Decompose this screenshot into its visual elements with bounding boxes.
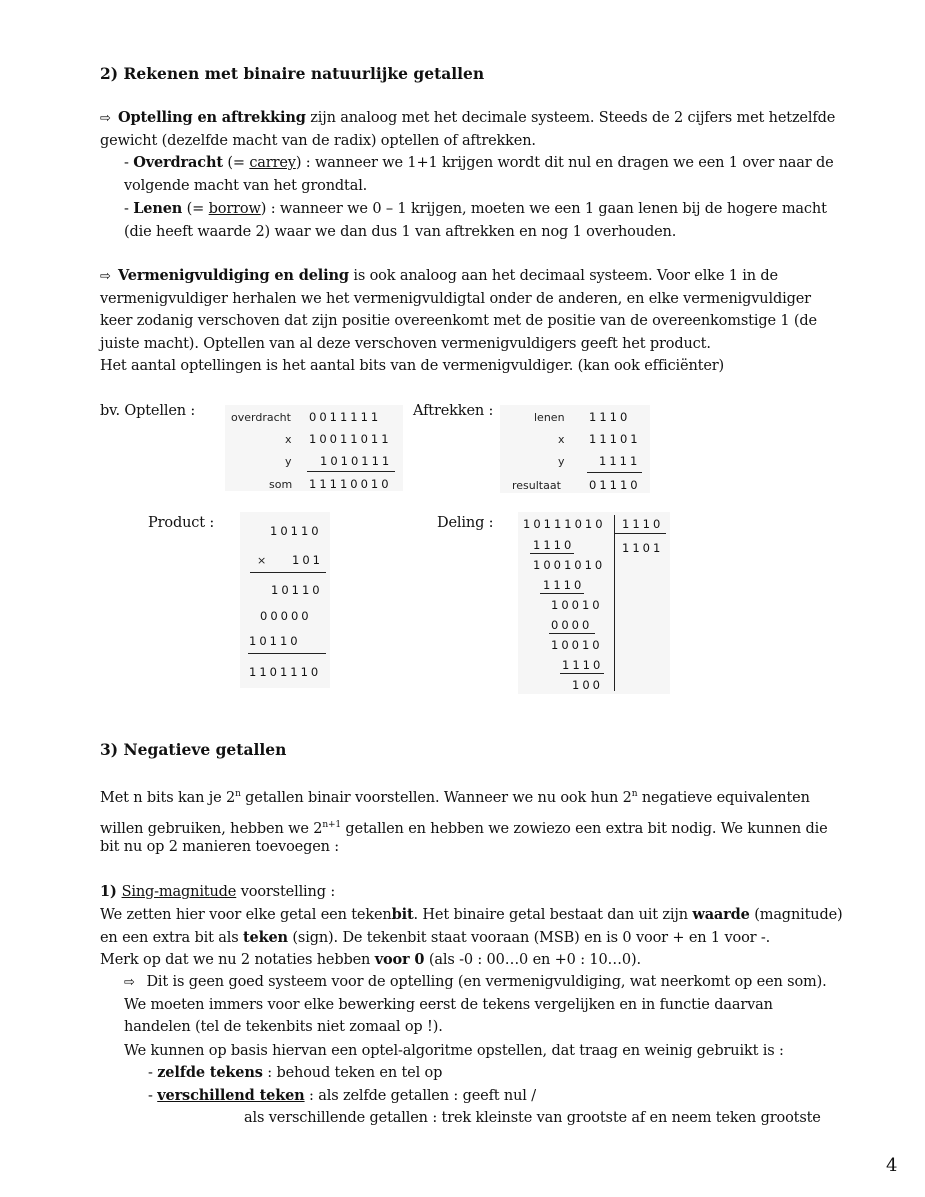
term-lenen: Lenen bbox=[133, 200, 183, 217]
term-bit: bit bbox=[391, 906, 414, 923]
sm-line2 bbox=[100, 904, 843, 927]
term-sing-magnitude: Sing-magnitude bbox=[121, 884, 237, 900]
step-4: 10010 bbox=[551, 598, 603, 612]
term-teken: teken bbox=[242, 929, 288, 946]
multiplier: 101 bbox=[292, 553, 323, 567]
term-waarde: waarde bbox=[692, 906, 750, 923]
term-overdracht: Overdracht bbox=[133, 154, 223, 171]
product-result: 1101110 bbox=[249, 665, 322, 679]
row-label-lenen: lenen bbox=[534, 411, 565, 424]
sm-line7: handelen (tel de tekenbits niet zomaal op !). bbox=[124, 1019, 443, 1035]
text: is ook analoog aan het decimaal systeem. Voor elke 1 in de bbox=[348, 268, 778, 284]
product-example bbox=[240, 512, 330, 688]
divisor-rule bbox=[614, 533, 666, 534]
row-label-overdracht: overdracht bbox=[231, 411, 291, 424]
paragraph-vermenigvuldiging-line4: juiste macht). Optellen van al deze verschoven vermenigvuldigers geeft het product. bbox=[100, 336, 711, 352]
product-rule-2 bbox=[248, 653, 326, 654]
sm-line8: We kunnen op basis hiervan een optel-algoritme opstellen, dat traag en weinig gebruikt is : bbox=[124, 1043, 784, 1059]
arrow-right-icon: ⇨ bbox=[100, 269, 111, 284]
result-rule bbox=[587, 472, 642, 473]
label-optellen: bv. Optellen : bbox=[100, 403, 196, 419]
times-sign: × bbox=[257, 554, 267, 567]
overdracht-line2: volgende macht van het grondtal. bbox=[124, 178, 368, 194]
partial-product-2: 00000 bbox=[260, 609, 312, 623]
quotient: 1101 bbox=[622, 541, 664, 555]
text: negatieve equivalenten bbox=[637, 790, 810, 806]
term-optelling: Optelling en aftrekking bbox=[118, 109, 306, 126]
label-deling: Deling : bbox=[437, 515, 494, 531]
term-voor-0: voor 0 bbox=[374, 951, 425, 968]
divisor: 1110 bbox=[622, 517, 664, 531]
paragraph-vermenigvuldiging-line1 bbox=[100, 265, 778, 289]
sm-line3 bbox=[100, 927, 770, 950]
page-number: 4 bbox=[886, 1155, 898, 1176]
section-3-heading: 3) Negatieve getallen bbox=[100, 740, 287, 759]
deling-example bbox=[518, 512, 670, 694]
aftrekken-example bbox=[500, 405, 650, 493]
sm-line11: als verschillende getallen : trek kleinste van grootste af en neem teken grootste bbox=[244, 1110, 821, 1126]
optellen-example bbox=[225, 405, 403, 491]
step-7: 1110 bbox=[562, 658, 604, 672]
dash: - bbox=[124, 201, 134, 217]
term-carrey: carrey bbox=[249, 155, 296, 171]
negatief-line3: bit nu op 2 manieren toevoegen : bbox=[100, 839, 340, 855]
sum-rule bbox=[307, 471, 395, 472]
remainder: 100 bbox=[572, 678, 603, 692]
step-2: 1001010 bbox=[533, 558, 606, 572]
step-rule-2 bbox=[540, 593, 584, 594]
term-vermenigvuldiging: Vermenigvuldiging en deling bbox=[118, 267, 349, 284]
product-rule-1 bbox=[250, 572, 326, 573]
text: voorstelling : bbox=[236, 884, 336, 900]
text: Dit is geen goed systeem voor de optelling (en vermenigvuldiging, wat neerkomt op een som). bbox=[142, 974, 827, 990]
text: We zetten hier voor elke getal een teken bbox=[100, 907, 392, 923]
text: getallen en hebben we zowiezo een extra bit nodig. We kunnen die bbox=[340, 821, 828, 837]
row-value-lenen: 1110 bbox=[589, 410, 631, 424]
paragraph-vermenigvuldiging-line5: Het aantal optellingen is het aantal bits van de vermenigvuldiger. (kan ook efficiënter) bbox=[100, 358, 725, 374]
partial-product-3: 10110 bbox=[249, 634, 301, 648]
label-aftrekken: Aftrekken : bbox=[413, 403, 494, 419]
row-value-y: 1111 bbox=[599, 454, 641, 468]
text: (= bbox=[182, 201, 209, 217]
section-2-heading: 2) Rekenen met binaire natuurlijke getallen bbox=[100, 64, 485, 83]
partial-product-1: 10110 bbox=[271, 583, 323, 597]
sm-title bbox=[100, 881, 335, 904]
row-value-x: 11101 bbox=[589, 432, 641, 446]
superscript: n bbox=[235, 789, 241, 800]
sm-line9 bbox=[148, 1062, 442, 1085]
row-label-y: y bbox=[285, 455, 292, 468]
text: : behoud teken en tel op bbox=[262, 1065, 443, 1081]
step-1: 1110 bbox=[533, 538, 575, 552]
lenen-line1 bbox=[124, 198, 827, 221]
row-value-y: 1010111 bbox=[320, 454, 393, 468]
text: Met n bits kan je 2 bbox=[100, 790, 236, 806]
dash: - bbox=[124, 155, 134, 171]
step-5: 0000 bbox=[551, 618, 593, 632]
dividend: 10111010 bbox=[523, 517, 606, 531]
superscript: n bbox=[631, 789, 638, 800]
term-zelfde-tekens: zelfde tekens bbox=[157, 1064, 263, 1081]
superscript: n+1 bbox=[322, 820, 341, 831]
text: getallen binair voorstellen. Wanneer we nu ook hun 2 bbox=[240, 790, 632, 806]
paragraph-optelling-line2: gewicht (dezelfde macht van de radix) optellen of aftrekken. bbox=[100, 133, 536, 149]
term-borrow: borrow bbox=[208, 201, 261, 217]
dash: - bbox=[148, 1088, 158, 1104]
negatief-line1 bbox=[100, 787, 810, 810]
row-value-som: 11110010 bbox=[309, 477, 392, 491]
term-verschillend-teken: verschillend teken bbox=[157, 1087, 305, 1104]
text: (als -0 : 00…0 en +0 : 10…0). bbox=[424, 952, 641, 968]
row-label-x: x bbox=[285, 433, 292, 446]
sm-line5 bbox=[124, 971, 827, 995]
paragraph-vermenigvuldiging-line3: keer zodanig verschoven dat zijn positie overeenkomt met de positie van de overeenkomstige 1 (de bbox=[100, 313, 817, 329]
sm-line6: We moeten immers voor elke bewerking eerst de tekens vergelijken en in functie daarvan bbox=[124, 997, 773, 1013]
text: . Het binaire getal bestaat dan uit zijn bbox=[413, 907, 693, 923]
step-rule-1 bbox=[530, 553, 574, 554]
arrow-right-icon: ⇨ bbox=[124, 975, 135, 990]
text: ) : wanneer we 0 – 1 krijgen, moeten we een 1 gaan lenen bij de hogere macht bbox=[260, 201, 827, 217]
sm-line10 bbox=[148, 1085, 536, 1108]
paragraph-vermenigvuldiging-line2: vermenigvuldiger herhalen we het vermenigvuldigtal onder de anderen, en elke vermenigvuldiger bbox=[100, 291, 811, 307]
text: (magnitude) bbox=[749, 907, 843, 923]
step-3: 1110 bbox=[543, 578, 585, 592]
paragraph-optelling-line1 bbox=[100, 107, 835, 131]
row-value-x: 10011011 bbox=[309, 432, 392, 446]
row-label-resultaat: resultaat bbox=[512, 479, 561, 492]
step-rule-4 bbox=[560, 673, 604, 674]
overdracht-line1 bbox=[124, 152, 834, 175]
step-rule-3 bbox=[549, 633, 595, 634]
multiplicand: 10110 bbox=[270, 524, 322, 538]
row-label-som: som bbox=[269, 478, 293, 491]
text: en een extra bit als bbox=[100, 930, 243, 946]
text: ) : wanneer we 1+1 krijgen wordt dit nul en dragen we een 1 over naar de bbox=[295, 155, 834, 171]
text: willen gebruiken, hebben we 2 bbox=[100, 821, 323, 837]
division-vertical-rule bbox=[614, 515, 615, 691]
text: (= bbox=[222, 155, 250, 171]
text: Merk op dat we nu 2 notaties hebben bbox=[100, 952, 375, 968]
sm-line4 bbox=[100, 949, 641, 972]
row-label-x: x bbox=[558, 433, 565, 446]
row-label-y: y bbox=[558, 455, 565, 468]
label-product: Product : bbox=[148, 515, 215, 531]
step-6: 10010 bbox=[551, 638, 603, 652]
lenen-line2: (die heeft waarde 2) waar we dan dus 1 van aftrekken en nog 1 overhouden. bbox=[124, 224, 677, 240]
dash: - bbox=[148, 1065, 158, 1081]
row-value-overdracht: 0011111 bbox=[309, 410, 382, 424]
arrow-right-icon: ⇨ bbox=[100, 111, 111, 126]
row-value-resultaat: 01110 bbox=[589, 478, 641, 492]
text: (sign). De tekenbit staat vooraan (MSB) en is 0 voor + en 1 voor -. bbox=[287, 930, 771, 946]
text: zijn analoog met het decimale systeem. Steeds de 2 cijfers met hetzelfde bbox=[305, 110, 836, 126]
text: : als zelfde getallen : geeft nul / bbox=[304, 1088, 536, 1104]
text: 1) bbox=[100, 883, 122, 900]
